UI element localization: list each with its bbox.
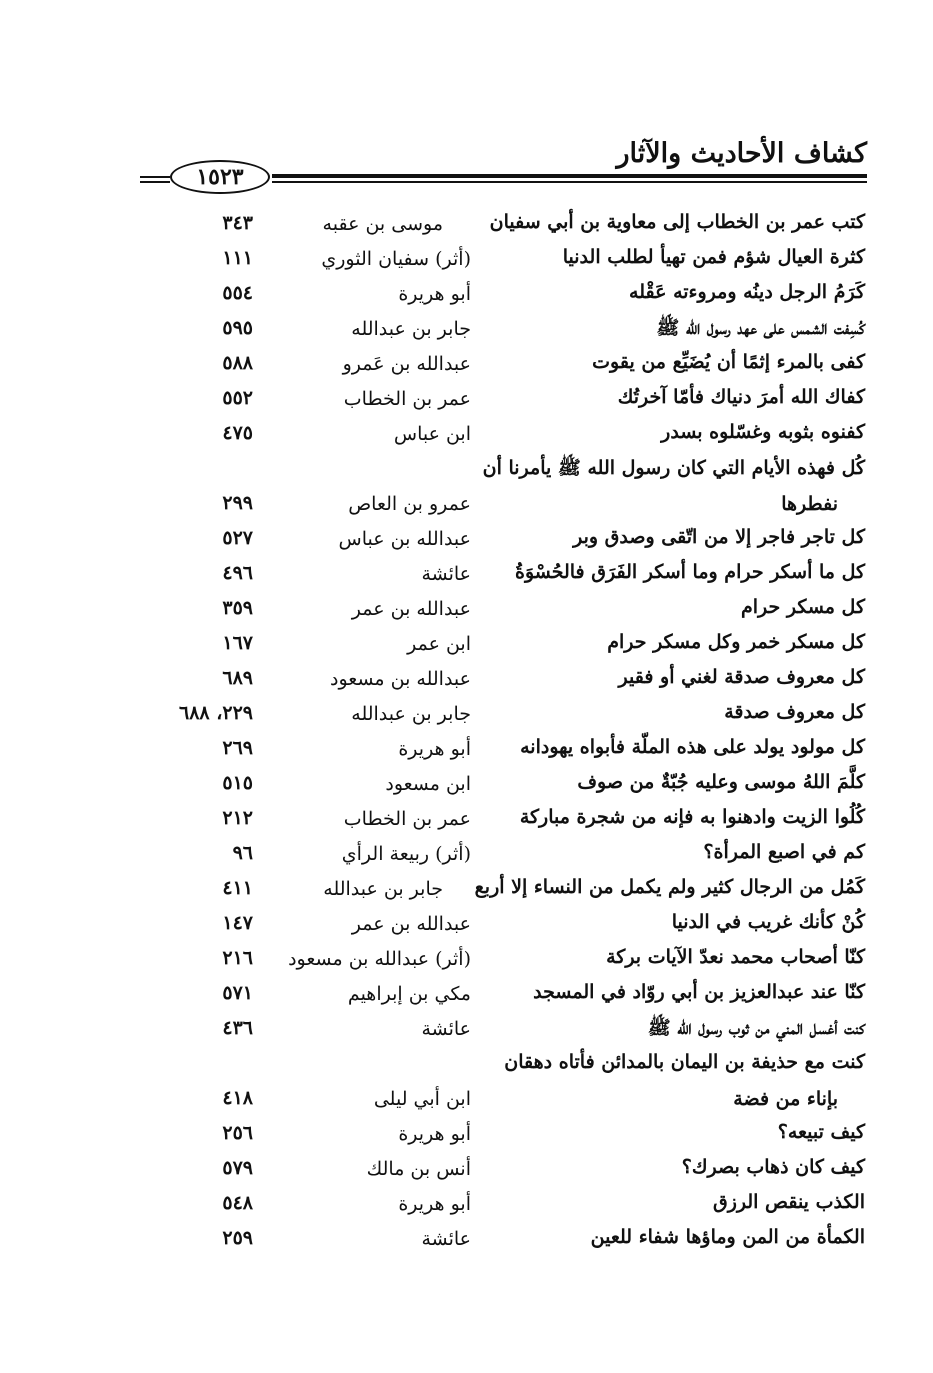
index-row bbox=[0, 907, 933, 942]
page-reference: ٢٢٩، ٦٨٨ bbox=[179, 702, 253, 724]
hadith-text: بإناء من فضة bbox=[733, 1088, 838, 1110]
index-row bbox=[0, 277, 933, 312]
hadith-text: كَرَمُ الرجل دينُه ومروءته عَقْله bbox=[629, 281, 865, 303]
hadith-text: كنّا أصحاب محمد نعدّ الآيات بركة bbox=[606, 946, 865, 968]
index-row bbox=[0, 732, 933, 767]
page-reference: ٥٩٥ bbox=[222, 317, 253, 339]
index-row bbox=[0, 452, 933, 487]
page-reference: ١٦٧ bbox=[222, 632, 253, 654]
header-rule-thick bbox=[272, 174, 867, 178]
index-row bbox=[0, 487, 933, 522]
page-reference: ٤٩٦ bbox=[222, 562, 253, 584]
narrator-name: عبدالله بن عمر bbox=[351, 598, 471, 620]
narrator-name: جابر بن عبدالله bbox=[323, 878, 443, 900]
header-rule-short-bottom bbox=[140, 181, 170, 183]
page-reference: ٤١١ bbox=[222, 877, 253, 899]
page-reference: ٣٥٩ bbox=[222, 597, 253, 619]
index-row bbox=[0, 767, 933, 802]
hadith-text: نفطرها bbox=[781, 493, 838, 515]
narrator-name: ابن أبي ليلى bbox=[373, 1088, 471, 1110]
hadith-text: كُنْ كأنك غريب في الدنيا bbox=[671, 911, 865, 933]
narrator-name: أبو هريرة bbox=[398, 1123, 471, 1145]
index-row bbox=[0, 872, 933, 907]
hadith-text: كفى بالمرء إثمًا أن يُضَيِّع من يقوت bbox=[592, 351, 865, 373]
hadith-text: كل معروف صدقة لغني أو فقير bbox=[618, 666, 865, 688]
narrator-name: عبدالله بن عمر bbox=[351, 913, 471, 935]
page-reference: ٦٨٩ bbox=[222, 667, 253, 689]
narrator-name: جابر بن عبدالله bbox=[351, 318, 471, 340]
page-reference: ٥٨٨ bbox=[222, 352, 253, 374]
hadith-text: كُسِفت الشمس على عهد رسول الله ﷺ bbox=[656, 317, 865, 339]
page-reference: ٣٤٣ bbox=[222, 212, 253, 234]
index-row bbox=[0, 977, 933, 1012]
page-reference: ٢٩٩ bbox=[222, 492, 253, 514]
page-reference: ٩٦ bbox=[232, 842, 253, 864]
page-reference: ٤١٨ bbox=[222, 1087, 253, 1109]
hadith-text: كثرة العيال شؤم فمن تهيأ لطلب الدنيا bbox=[562, 246, 865, 268]
index-row bbox=[0, 557, 933, 592]
page-reference: ٤٧٥ bbox=[222, 422, 253, 444]
hadith-text: الكمأة من المن وماؤها شفاء للعين bbox=[590, 1226, 865, 1248]
hadith-text: كل معروف صدقة bbox=[724, 701, 865, 723]
index-row bbox=[0, 1012, 933, 1047]
hadith-text: كنّا عند عبدالعزيز بن أبي روّاد في المسجد bbox=[533, 981, 865, 1003]
index-row bbox=[0, 417, 933, 452]
narrator-name: عائشة bbox=[421, 563, 471, 585]
hadith-text: كم في اصبع المرأة؟ bbox=[703, 841, 865, 863]
hadith-text: كيف كان ذهاب بصرك؟ bbox=[681, 1156, 865, 1178]
index-row bbox=[0, 207, 933, 242]
page-reference: ٢١٢ bbox=[222, 807, 253, 829]
narrator-name: عمرو بن العاص bbox=[348, 493, 471, 515]
hadith-text: كُل فهذه الأيام التي كان رسول الله ﷺ يأمرنا أن bbox=[482, 457, 865, 479]
page-reference: ٥٤٨ bbox=[222, 1192, 253, 1214]
index-row bbox=[0, 1187, 933, 1222]
index-row bbox=[0, 382, 933, 417]
hadith-text: كنت مع حذيفة بن اليمان بالمدائن فأتاه دهقان bbox=[504, 1051, 865, 1073]
page-reference: ١١١ bbox=[222, 247, 253, 269]
index-row bbox=[0, 942, 933, 977]
page-reference: ٥٧٩ bbox=[222, 1157, 253, 1179]
narrator-name: عبدالله بن عَمرو bbox=[342, 353, 471, 375]
hadith-text: كُلُوا الزيت وادهنوا به فإنه من شجرة مباركة bbox=[519, 806, 865, 828]
running-header-title: كشاف الأحاديث والآثار bbox=[616, 138, 867, 169]
narrator-name: مكي بن إبراهيم bbox=[347, 983, 471, 1005]
hadith-index-list bbox=[0, 207, 933, 1257]
index-row bbox=[0, 242, 933, 277]
hadith-text: كتب عمر بن الخطاب إلى معاوية بن أبي سفيان bbox=[489, 211, 865, 233]
narrator-name: أبو هريرة bbox=[398, 283, 471, 305]
hadith-text: كنت أغسل المني من ثوب رسول الله ﷺ bbox=[647, 1017, 865, 1039]
index-row bbox=[0, 312, 933, 347]
narrator-name: (أثر) ربيعة الرأي bbox=[341, 843, 471, 865]
index-row bbox=[0, 837, 933, 872]
narrator-name: (أثر) سفيان الثوري bbox=[321, 248, 471, 270]
hadith-text: الكذب ينقص الرزق bbox=[712, 1191, 865, 1213]
page-reference: ٢٥٩ bbox=[222, 1227, 253, 1249]
hadith-text: كفاك الله أمرَ دنياك فأمّا آخرتُك bbox=[617, 386, 865, 408]
narrator-name: موسى بن عقبه bbox=[322, 213, 443, 235]
page-reference: ٢٥٦ bbox=[222, 1122, 253, 1144]
index-row bbox=[0, 592, 933, 627]
narrator-name: أنس بن مالك bbox=[366, 1158, 471, 1180]
index-row bbox=[0, 1117, 933, 1152]
narrator-name: ابن عمر bbox=[407, 633, 471, 655]
narrator-name: عائشة bbox=[421, 1018, 471, 1040]
index-row bbox=[0, 347, 933, 382]
narrator-name: عائشة bbox=[421, 1228, 471, 1250]
page-reference: ٥٥٤ bbox=[222, 282, 253, 304]
narrator-name: عبدالله بن عباس bbox=[338, 528, 471, 550]
page-reference: ٥٥٢ bbox=[222, 387, 253, 409]
index-row bbox=[0, 697, 933, 732]
header-rule-short-top bbox=[140, 176, 170, 178]
page-reference: ٤٣٦ bbox=[222, 1017, 253, 1039]
page-reference: ٥٢٧ bbox=[222, 527, 253, 549]
narrator-name: عبدالله بن مسعود bbox=[330, 668, 471, 690]
hadith-text: كل تاجر فاجر إلا من اتّقى وصدق وبر bbox=[573, 526, 865, 548]
page-reference: ٥٧١ bbox=[222, 982, 253, 1004]
narrator-name: عمر بن الخطاب bbox=[343, 388, 471, 410]
index-row bbox=[0, 1082, 933, 1117]
hadith-text: كَمُل من الرجال كثير ولم يكمل من النساء إلا أربع bbox=[474, 876, 865, 898]
narrator-name: عمر بن الخطاب bbox=[343, 808, 471, 830]
hadith-text: كفنوه بثوبه وغسّلوه بسدر bbox=[661, 421, 865, 443]
index-row bbox=[0, 627, 933, 662]
hadith-text: كل ما أسكر حرام وما أسكر الفَرَق فالحُسْوَةُ bbox=[514, 561, 865, 583]
narrator-name: (أثر) عبدالله بن مسعود bbox=[288, 948, 471, 970]
index-row bbox=[0, 522, 933, 557]
index-row bbox=[0, 1222, 933, 1257]
page-reference: ٥١٥ bbox=[222, 772, 253, 794]
page-reference: ٢١٦ bbox=[222, 947, 253, 969]
narrator-name: جابر بن عبدالله bbox=[351, 703, 471, 725]
hadith-text: كيف تبيعه؟ bbox=[777, 1121, 865, 1143]
index-row bbox=[0, 1152, 933, 1187]
header-rule-thin bbox=[272, 181, 867, 183]
hadith-text: كل مولود يولد على هذه الملّة فأبواه يهودانه bbox=[520, 736, 865, 758]
index-row bbox=[0, 662, 933, 697]
index-row bbox=[0, 1047, 933, 1082]
hadith-text: كل مسكر حرام bbox=[740, 596, 865, 618]
narrator-name: ابن عباس bbox=[393, 423, 471, 445]
narrator-name: ابن مسعود bbox=[385, 773, 471, 795]
page-reference: ٢٦٩ bbox=[222, 737, 253, 759]
hadith-text: كل مسكر خمر وكل مسكر حرام bbox=[607, 631, 865, 653]
page-reference: ١٤٧ bbox=[222, 912, 253, 934]
hadith-text: كلَّمَ اللهُ موسى وعليه جُبّةٌ من صوف bbox=[577, 771, 865, 793]
narrator-name: أبو هريرة bbox=[398, 738, 471, 760]
narrator-name: أبو هريرة bbox=[398, 1193, 471, 1215]
index-row bbox=[0, 802, 933, 837]
page-number-badge: ١٥٢٣ bbox=[170, 160, 270, 194]
